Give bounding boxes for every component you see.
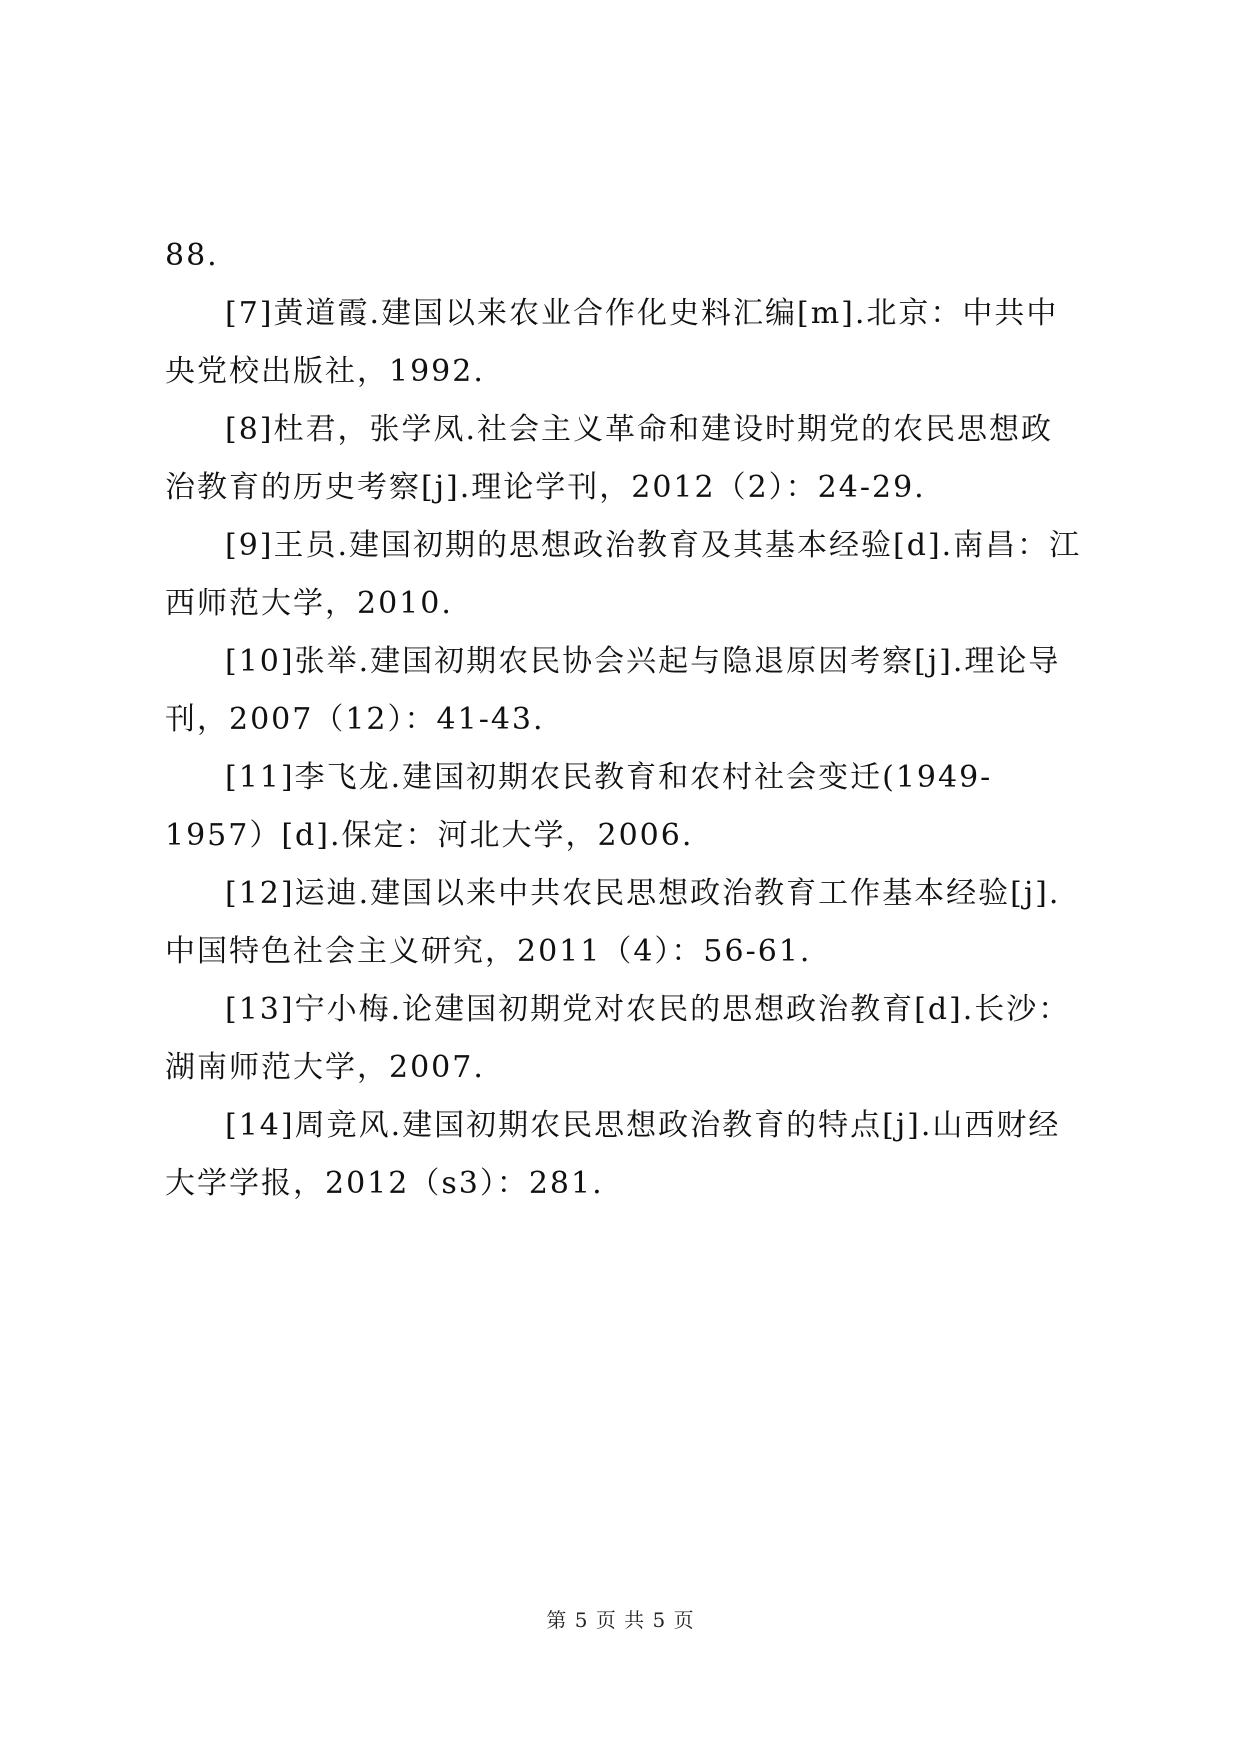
reference-item-7: [7]黄道霞.建国以来农业合作化史料汇编[m].北京：中共中央党校出版社，1992. [165,296,1059,389]
reference-continuation: 88. [165,238,219,273]
reference-item-11: [11]李飞龙.建国初期农民教育和农村社会变迁(1949-1957）[d].保定：河北大学，2006. [165,760,993,853]
reference-list [165,227,1085,1213]
reference-item-10: [10]张举.建国初期农民协会兴起与隐退原因考察[j].理论导刊，2007（12）：41-43. [165,644,1061,737]
reference-item-9: [9]王员.建国初期的思想政治教育及其基本经验[d].南昌：江西师范大学，2010. [165,528,1082,621]
reference-item-12: [12]运迪.建国以来中共农民思想政治教育工作基本经验[j].中国特色社会主义研究，2011（4）：56-61. [165,876,1061,969]
reference-item-13: [13]宁小梅.论建国初期党对农民的思想政治教育[d].长沙：湖南师范大学，2007. [165,992,1071,1085]
page-number-label: 第 5 页 共 5 页 [546,1608,695,1632]
reference-item-14: [14]周竞风.建国初期农民思想政治教育的特点[j].山西财经大学学报，2012（s3）：281. [165,1108,1061,1201]
page-footer [0,1604,1241,1633]
reference-item-8: [8]杜君，张学凤.社会主义革命和建设时期党的农民思想政治教育的历史考察[j].理论学刊，2012（2）：24-29. [165,412,1054,505]
